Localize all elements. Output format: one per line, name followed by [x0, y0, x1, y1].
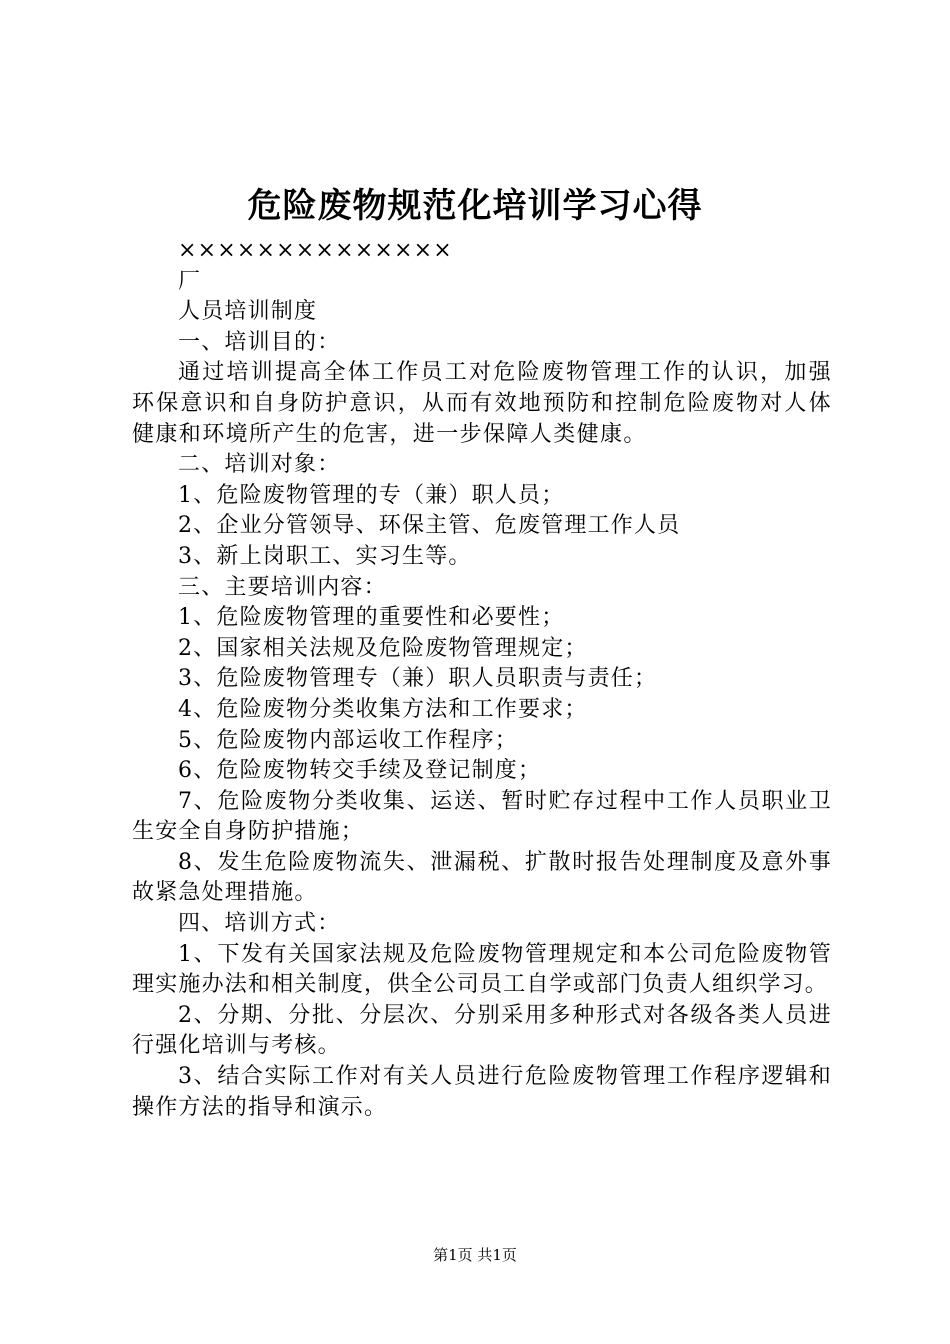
list-item: 7、危险废物分类收集、运送、暂时贮存过程中工作人员职业卫生安全自身防护措施； [132, 788, 832, 845]
document-paragraph: 厂 [178, 268, 202, 294]
document-body [132, 236, 832, 1123]
list-item: 2、国家相关法规及危险废物管理规定； [178, 635, 588, 661]
section-heading: 三、主要培训内容： [178, 574, 387, 600]
document-paragraph: ×××××××××××××× [178, 238, 453, 263]
list-item: 8、发生危险废物流失、泄漏税、扩散时报告处理制度及意外事故紧急处理措施。 [132, 849, 832, 906]
list-item: 6、危险废物转交手续及登记制度； [178, 758, 542, 784]
document-paragraph: 通过培训提高全体工作员工对危险废物管理工作的认识，加强环保意识和自身防护意识，从而有效地预防和控制危险废物对人体健康和环境所产生的危害，进一步保障人类健康。 [132, 360, 832, 447]
document-title: 危险废物规范化培训学习心得 [247, 186, 703, 226]
document-paragraph: 人员培训制度 [178, 299, 318, 325]
page-footer: 第1页 共1页 [433, 1246, 517, 1264]
list-item: 3、新上岗职工、实习生等。 [178, 543, 472, 569]
list-item: 2、企业分管领导、环保主管、危废管理工作人员 [178, 513, 681, 539]
section-heading: 四、培训方式： [178, 911, 341, 937]
list-item: 1、危险废物管理的重要性和必要性； [178, 605, 565, 631]
list-item: 2、分期、分批、分层次、分别采用多种形式对各级各类人员进行强化培训与考核。 [132, 1002, 832, 1059]
list-item: 4、危险废物分类收集方法和工作要求； [178, 696, 588, 722]
list-item: 5、危险废物内部运收工作程序； [178, 727, 518, 753]
list-item: 1、下发有关国家法规及危险废物管理规定和本公司危险废物管理实施办法和相关制度，供全公司员工自学或部门负责人组织学习。 [132, 941, 832, 998]
list-item: 1、危险废物管理的专（兼）职人员； [178, 482, 565, 508]
list-item: 3、危险废物管理专（兼）职人员职责与责任； [178, 666, 658, 692]
section-heading: 二、培训对象： [178, 452, 341, 478]
list-item: 3、结合实际工作对有关人员进行危险废物管理工作程序逻辑和操作方法的指导和演示。 [132, 1064, 832, 1120]
section-heading: 一、培训目的： [178, 329, 341, 355]
